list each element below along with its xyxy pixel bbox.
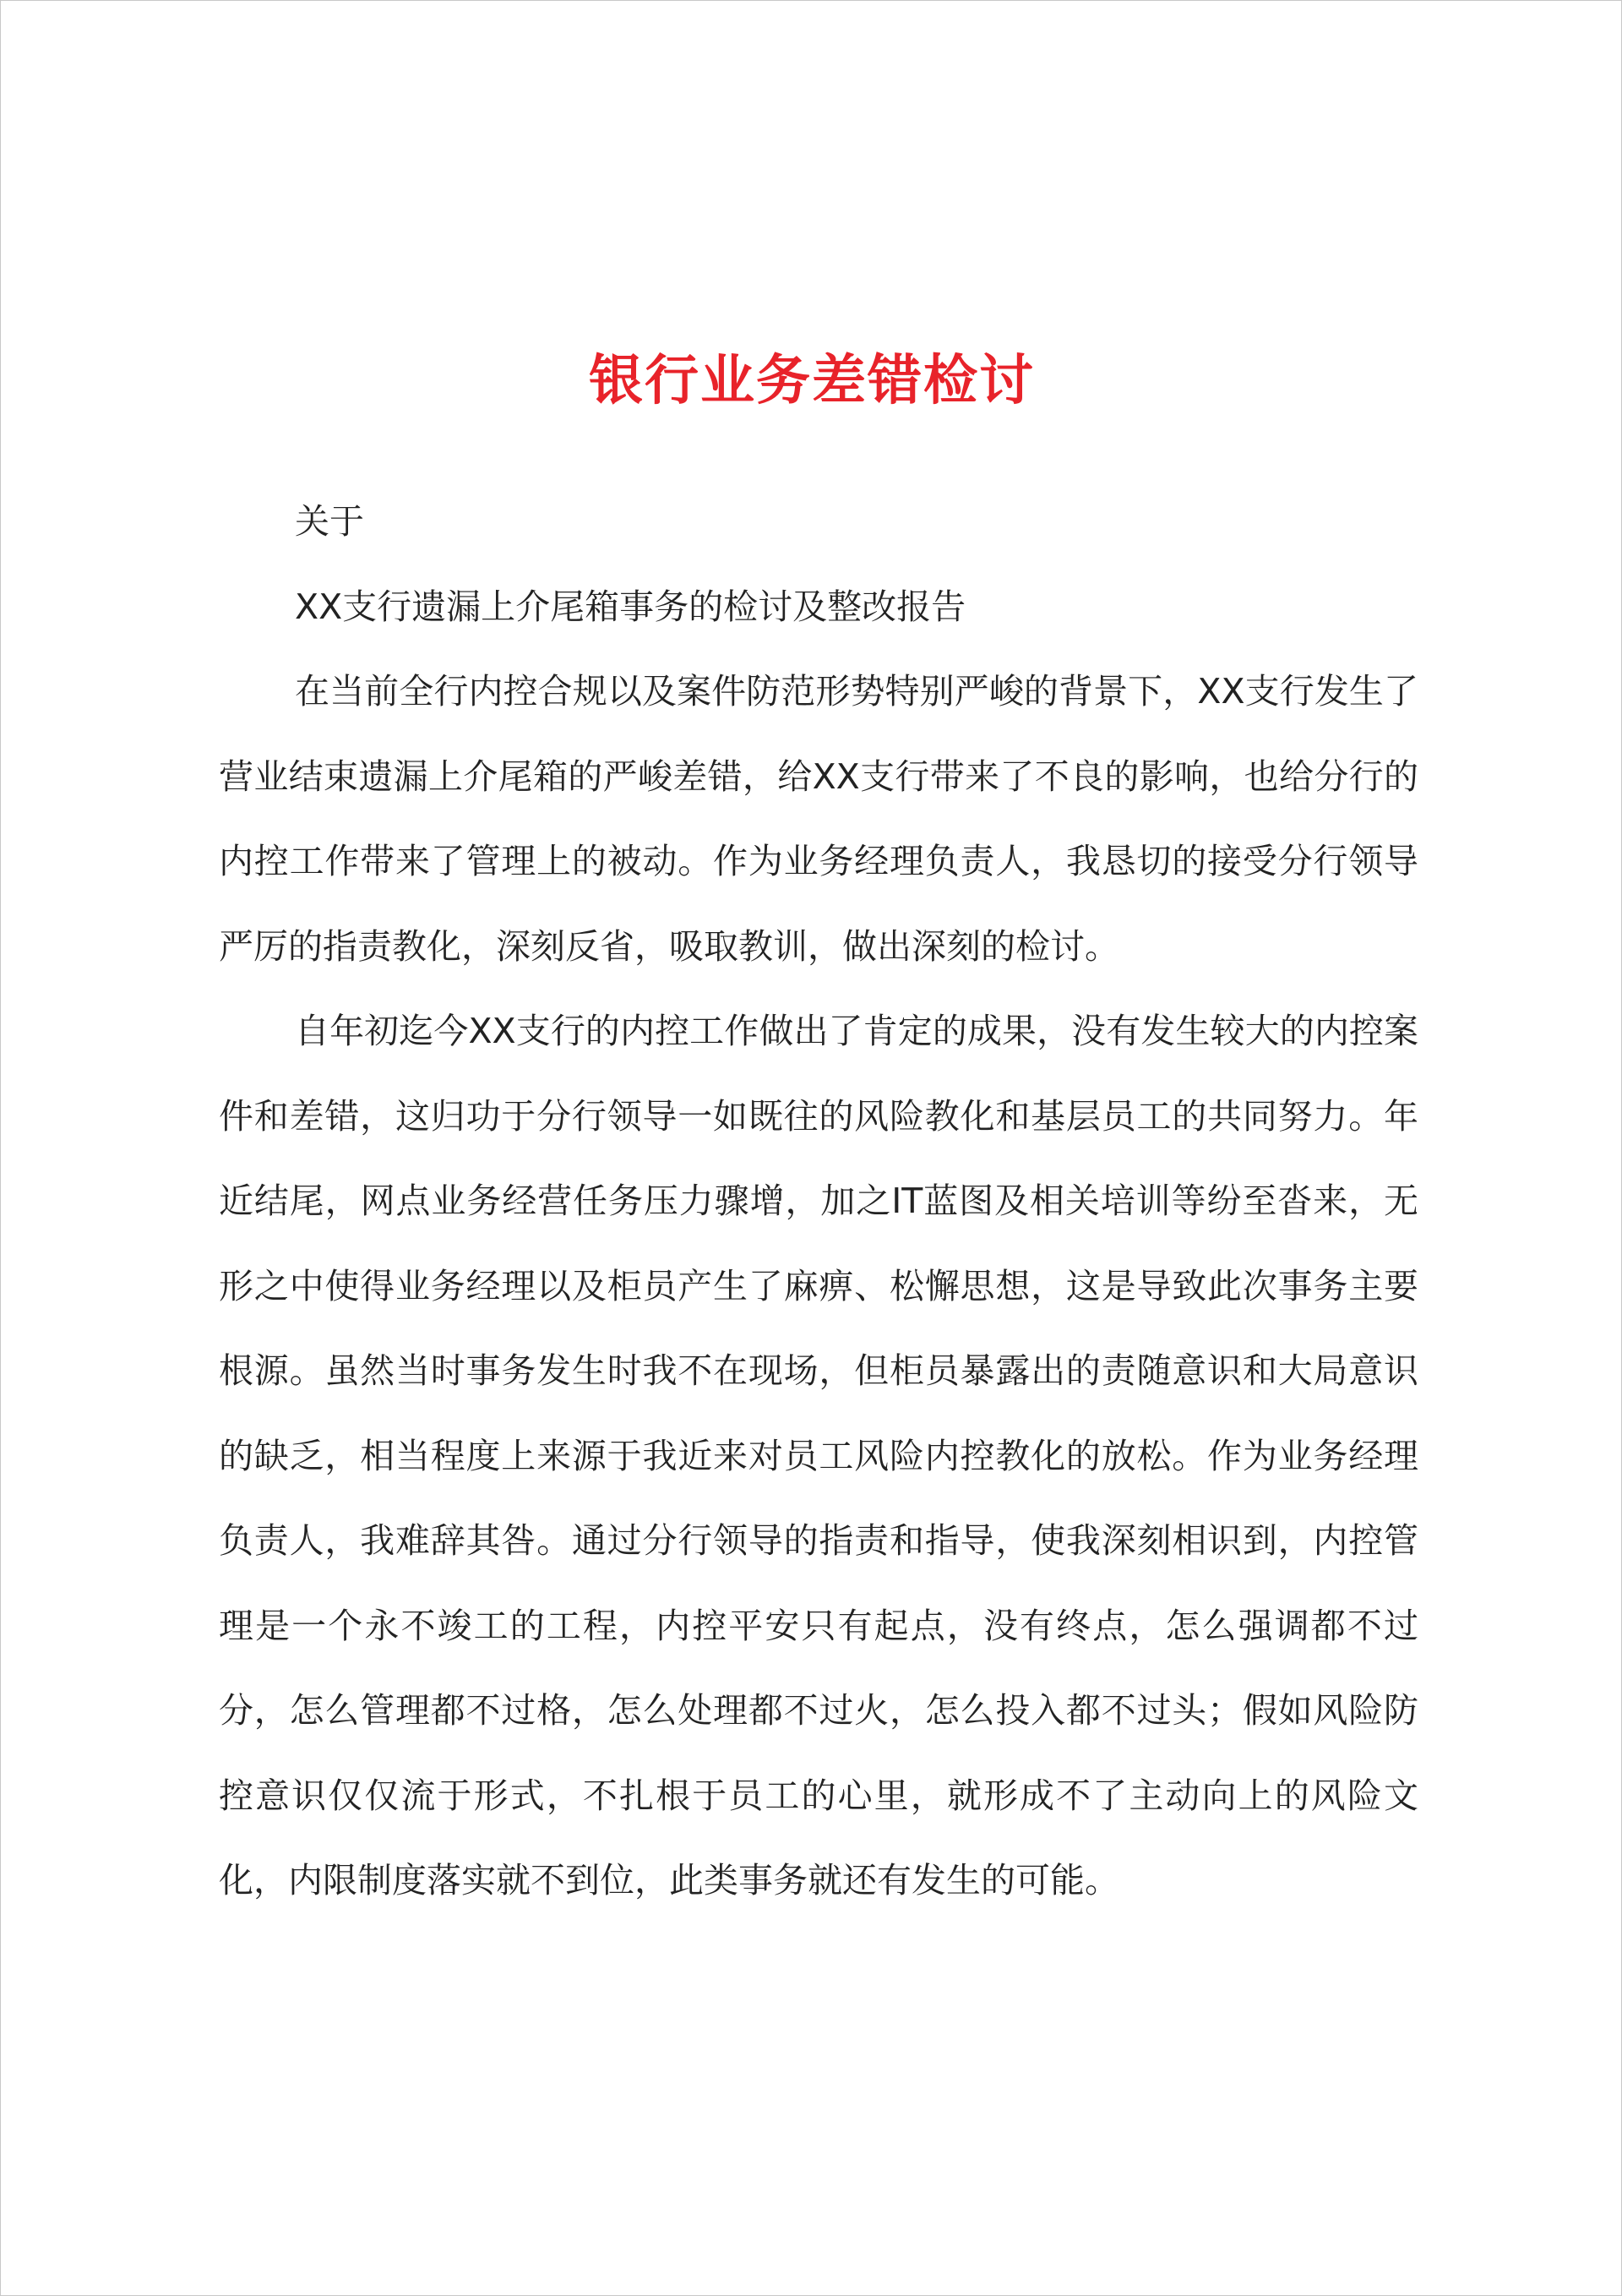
- paragraph-report-subject: XX支行遗漏上介尾箱事务的检讨及整改报告: [295, 586, 966, 627]
- document-title: 银行业务差错检讨: [589, 349, 1035, 412]
- paragraph-about: 关于: [295, 501, 364, 542]
- document-body: [219, 479, 1418, 1923]
- paragraph-analysis: 自年初迄今XX支行的内控工作做出了肯定的成果，没有发生较大的内控案件和差错，这归功于分行领导一如既往的风险教化和基层员工的共同努力。年近结尾，网点业务经营任务压力骤增，加之IT蓝图及相关培训等纷至沓来，无形之中使得业务经理以及柜员产生了麻痹、松懈思想，这是导致此次事务主要根源。虽然当时事务发生时我不在现场，但柜员暴露出的责随意识和大局意识的缺乏，相当程度上来源于我近来对员工风险内控教化的放松。作为业务经理负责人，我难辞其咎。通过分行领导的指责和指导，使我深刻相识到，内控管理是一个永不竣工的工程，内控平安只有起点，没有终点，怎么强调都不过分，怎么管理都不过格，怎么处理都不过火，怎么投入都不过头；假如风险防控意识仅仅流于形式，不扎根于员工的心里，就形成不了主动向上的风险文化，内限制度落实就不到位，此类事务就还有发生的可能。: [219, 1011, 1418, 1901]
- paragraph-background: 在当前全行内控合规以及案件防范形势特别严峻的背景下，XX支行发生了营业结束遗漏上介尾箱的严峻差错，给XX支行带来了不良的影响，也给分行的内控工作带来了管理上的被动。作为业务经理负责人，我恳切的接受分行领导严厉的指责教化，深刻反省，吸取教训，做出深刻的检讨。: [219, 671, 1418, 967]
